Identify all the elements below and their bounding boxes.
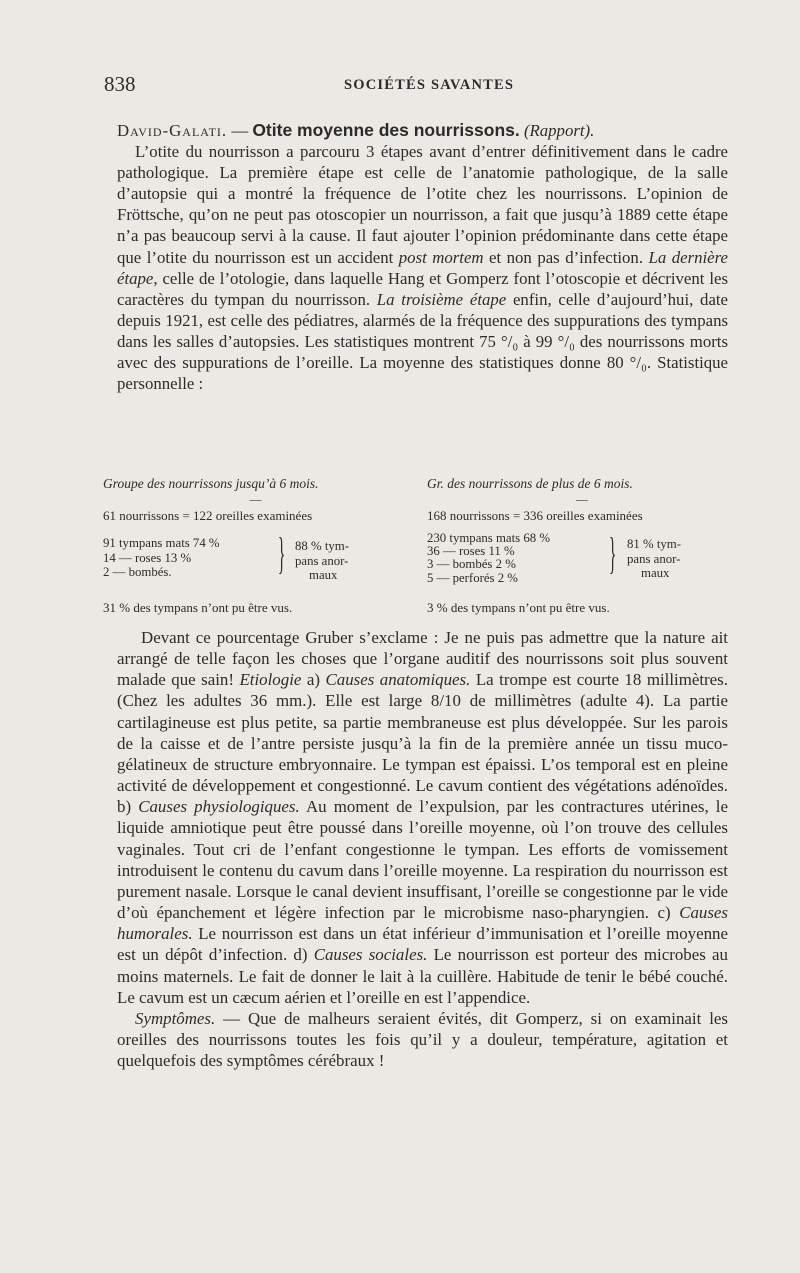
group-count: 168 nourrissons = 336 oreilles examinées: [427, 508, 643, 523]
symptoms-paragraph: [117, 1008, 728, 1071]
etiology-paragraph: [117, 627, 728, 1008]
breakdown-line: 3 — bombés 2 %: [427, 557, 516, 572]
intro-section: [117, 120, 728, 394]
author-name: David-Galati.: [117, 121, 228, 140]
italic-run: post mortem: [398, 247, 484, 267]
text-run: — Que de malheurs seraient évités, dit Gomperz, si on examinait les oreilles des nourrissons toutes les fois qu’il y a douleur, température, agitation et quelquefois des symptômes cérébraux !: [117, 1008, 728, 1071]
breakdown-lines: [103, 536, 220, 580]
breakdown-line: 36 — roses 11 %: [427, 544, 515, 559]
text-run: Le nourrisson est dans un état inférieur d’immunisation et l’oreille moyenne est un dépôt d’infection. d): [117, 924, 728, 965]
italic-run: Causes physiologiques.: [138, 797, 300, 817]
article-title: Otite moyenne des nourrissons.: [252, 120, 520, 140]
group-title: Groupe des nourrissons jusqu’à 6 mois.: [103, 476, 319, 491]
text-run: a): [301, 670, 326, 690]
text-run: Au moment de l’expulsion, par les contractures utérines, le liquide amniotique peut être poussé dans l’oreille moyenne, où l’on trouve des cellules vaginales. Tout cri de l’enfant congestionne le tympan. Les efforts de vomissement introduisent le contenu du cavum dans l’oreille moyenne. La respiration du nourrisson est purement nasale. Lorsque le canal devient insuffisant, l’oreille se congestionne par le vide d’où épanchement et légère infection par le microbisme naso-pharyngien. c): [117, 797, 728, 923]
page-header: [104, 72, 724, 98]
result-line: maux: [309, 568, 338, 582]
text-run: et non pas d’infection.: [483, 247, 649, 267]
running-title: SOCIÉTÉS SAVANTES: [344, 77, 515, 93]
group-dash: —: [576, 492, 588, 506]
text-run: La trompe est courte 18 millimètres. (Chez les adultes 36 mm.). Elle est large 8/10 de millimètres (adulte 4). La partie cartilagineuse est plus petite, sa partie membraneuse est plus développée. Sur les parois de la caisse et de l’antre persiste jusqu’à la fin de la première année un tissu muco-gélatineux de structure embryonnaire. Le tympan est épaissi. L’os temporal est en pleine activité de développement et congestionné. Le cavum contient des végétations adénoïdes. b): [117, 670, 728, 817]
breakdown-line: 230 tympans mats 68 %: [427, 531, 550, 545]
text-run: L’otite du nourrisson a parcouru 3 étapes avant d’entrer définitivement dans le cadre pathologique. La première étape est celle de l’anatomie pathologique, de la salle d’autopsie qui a montré la fréquence de l’otite chez les nourrissons. L’opinion de Fröttsche, qu’on ne peut pas otoscopier un nourrisson, a fait que jusqu’à 1889 cette étape n’a pas beaucoup servi à la cause. Il faut ajouter l’opinion prédominante dans cette étape que l’otite du nourrisson est un accident: [117, 142, 728, 267]
italic-run: Causes anatomiques.: [325, 670, 471, 690]
text-run: Le nourrisson est porteur des microbes au moins maternels. Le fait de donner le lait à la cuillère. Habitude de tenir le bébé couché. Le cavum est un cæcum aérien et l’oreille en est l’appendice.: [117, 945, 728, 1007]
intro-paragraph: [117, 141, 728, 394]
stats-group-under-6-months: [103, 476, 408, 615]
result-line: maux: [641, 566, 670, 580]
group-breakdown: [103, 529, 408, 590]
group-footer: 3 % des tympans n’ont pu être vus.: [427, 600, 610, 615]
brace-glyph: }: [277, 529, 286, 578]
text-run: enfin, celle d’aujourd’hui, date depuis 1921, est celle des pédiatres, alarmés de la fréquence des suppurations des tympans dans les salles d’autopsies. Les statistiques montrent 75 °/₀ à 99 °/₀ des nourrissons morts avec des suppurations de l’oreille. La moyenne des statistiques donne 80 °/₀. Statistique personnelle :: [117, 289, 729, 394]
text-run: Devant ce pourcentage Gruber s’exclame : Je ne puis pas admettre que la nature ait arrangé de telle façon les choses que l’organe auditif des nourrissons soit plus souvent malade que sain!: [117, 628, 728, 690]
breakdown-lines: [427, 532, 550, 585]
stats-group-over-6-months: [427, 476, 737, 615]
brace-glyph: }: [608, 529, 617, 578]
breakdown-result: [295, 539, 349, 583]
group-title: Gr. des nourrissons de plus de 6 mois.: [427, 476, 633, 491]
statistics-table: [103, 476, 731, 616]
breakdown-line: 2 — bombés.: [103, 565, 172, 579]
page-number: 838: [104, 72, 136, 96]
breakdown-result: [627, 537, 681, 581]
body-section: [117, 627, 728, 1071]
italic-run: Causes humorales.: [117, 903, 728, 944]
text-run: , celle de l’otologie, dans laquelle Hang et Gomperz font l’otoscopie et décrivent les caractères du tympan du nourrisson.: [117, 268, 728, 309]
result-line: 88 % tym-: [295, 539, 350, 553]
breakdown-line: 91 tympans mats 74 %: [103, 536, 220, 550]
italic-run: La dernière étape: [117, 247, 728, 288]
heading-dash: —: [227, 121, 253, 140]
italic-run: La troisième étape: [376, 289, 507, 309]
article-heading: [117, 120, 728, 141]
result-line: pans anor-: [627, 551, 681, 566]
breakdown-line: 14 — roses 13 %: [103, 550, 192, 565]
group-breakdown: [427, 529, 737, 594]
result-line: pans anor-: [295, 553, 349, 568]
italic-run: Symptômes.: [135, 1008, 216, 1028]
result-line: 81 % tym-: [627, 537, 682, 551]
italic-run: Causes sociales.: [313, 945, 428, 965]
report-label: (Rapport).: [523, 121, 595, 140]
breakdown-line: 5 — perforés 2 %: [427, 570, 518, 585]
italic-run: Etiologie: [239, 670, 302, 690]
group-count: 61 nourrissons = 122 oreilles examinées: [103, 508, 313, 523]
group-footer: 31 % des tympans n’ont pu être vus.: [103, 600, 293, 615]
group-dash: —: [249, 492, 262, 506]
